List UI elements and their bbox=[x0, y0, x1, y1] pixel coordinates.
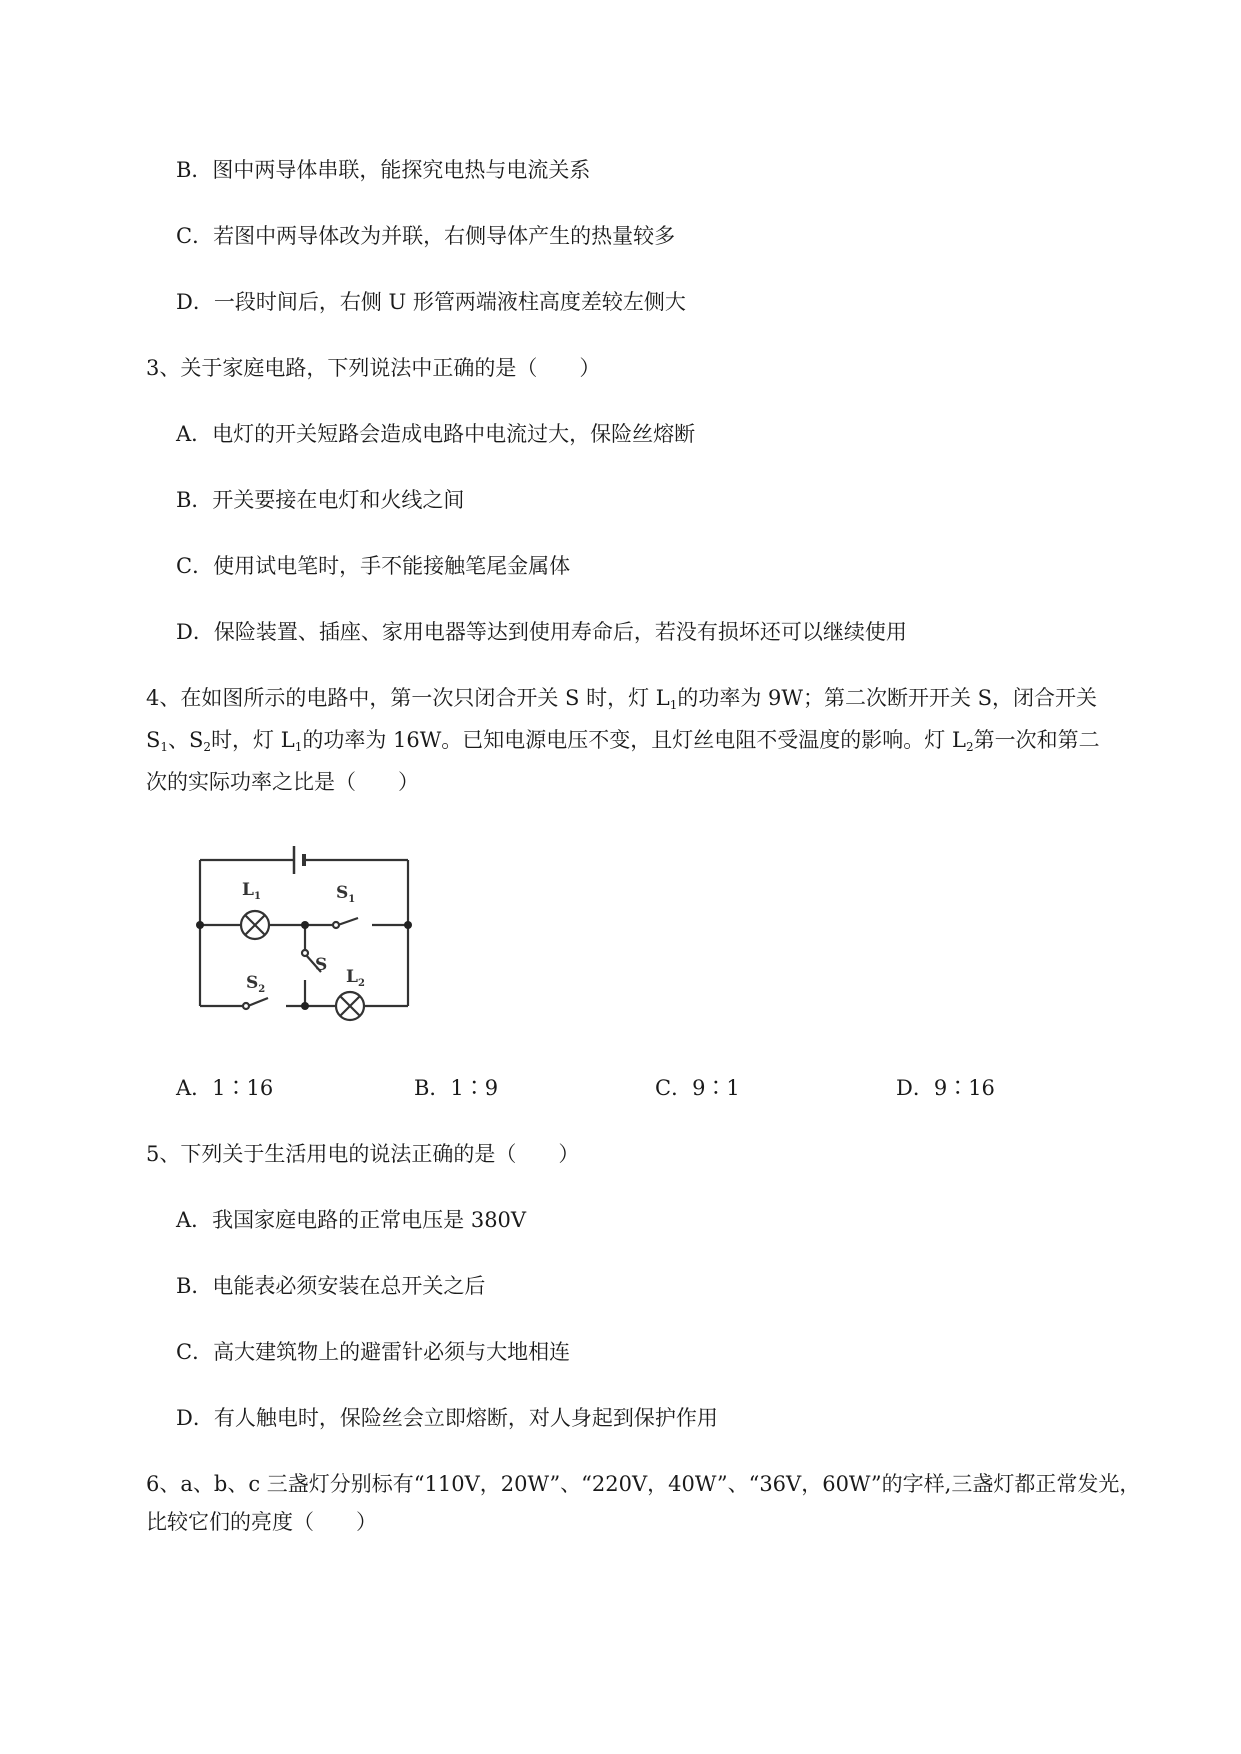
q2-option-c: C．若图中两导体改为并联，右侧导体产生的热量较多 bbox=[176, 224, 676, 248]
circuit-diagram bbox=[190, 830, 430, 1050]
q5-option-d: D．有人触电时，保险丝会立即熔断，对人身起到保护作用 bbox=[176, 1406, 718, 1430]
q6-stem-line1: 6、a、b、c 三盏灯分别标有“110V，20W”、“220V，40W”、“36V，60W”的字样,三盏灯都正常发光， bbox=[146, 1472, 1141, 1496]
q4-stem-line2: $S_1$、$S_2$时，灯 $L_1$的功率为 16W。已知电源电压不变，且灯丝电阻不受温度的影响。灯 $L_2$第一次和第二 bbox=[146, 728, 1100, 754]
label-s2: $S_2$ bbox=[246, 973, 266, 995]
switch-s2-blade bbox=[248, 998, 268, 1006]
q3-stem: 3、关于家庭电路，下列说法中正确的是（ ） bbox=[146, 356, 601, 380]
q4-stem-line1: 4、在如图所示的电路中，第一次只闭合开关 S 时，灯 $L_1$的功率为 9W；第二次断开开关 S，闭合开关 bbox=[146, 686, 1098, 712]
q5-option-c: C．高大建筑物上的避雷针必须与大地相连 bbox=[176, 1340, 571, 1364]
q4-choice-c: C．9∶1 bbox=[655, 1076, 740, 1100]
q2-option-d: D．一段时间后，右侧 U 形管两端液柱高度差较左侧大 bbox=[176, 290, 686, 314]
q2-option-b: B．图中两导体串联，能探究电热与电流关系 bbox=[176, 158, 591, 182]
label-s1: $S_1$ bbox=[336, 883, 356, 905]
q4-choice-a: A．1∶16 bbox=[176, 1076, 274, 1100]
q3-option-b: B．开关要接在电灯和火线之间 bbox=[176, 488, 465, 512]
label-l1: $L_1$ bbox=[242, 880, 261, 902]
q3-option-c: C．使用试电笔时，手不能接触笔尾金属体 bbox=[176, 554, 571, 578]
label-l2: $L_2$ bbox=[346, 967, 365, 989]
q5-stem: 5、下列关于生活用电的说法正确的是（ ） bbox=[146, 1142, 580, 1166]
q4-choice-d: D．9∶16 bbox=[896, 1076, 995, 1100]
switch-s1-blade bbox=[338, 918, 358, 925]
q4-stem-line3: 次的实际功率之比是（ ） bbox=[146, 770, 419, 794]
q5-option-b: B．电能表必须安装在总开关之后 bbox=[176, 1274, 486, 1298]
q5-option-a: A．我国家庭电路的正常电压是 380V bbox=[176, 1208, 527, 1232]
label-s: S bbox=[315, 955, 328, 975]
q4-choice-b: B．1∶9 bbox=[414, 1076, 499, 1100]
q3-option-d: D．保险装置、插座、家用电器等达到使用寿命后，若没有损坏还可以继续使用 bbox=[176, 620, 907, 644]
q3-option-a: A．电灯的开关短路会造成电路中电流过大，保险丝熔断 bbox=[176, 422, 696, 446]
q6-stem-line2: 比较它们的亮度（ ） bbox=[146, 1510, 377, 1534]
